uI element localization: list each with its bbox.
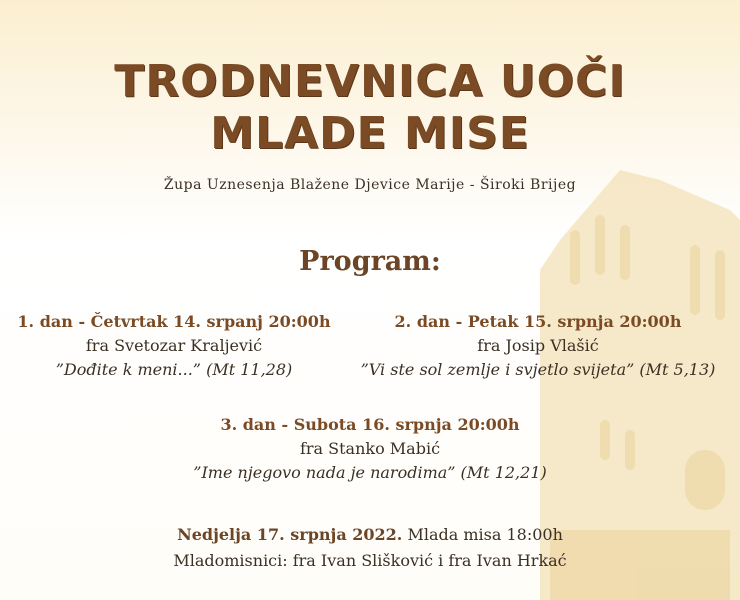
title-line-1: TRODNEVNICA UOČI (114, 56, 626, 107)
day-1-heading: 1. dan - Četvrtak 14. srpanj 20:00h (17, 312, 331, 331)
day-1-preacher: fra Svetozar Kraljević (85, 336, 263, 355)
parish-subtitle: Župa Uznesenja Blažene Djevice Marije - Široki Brijeg (163, 177, 577, 193)
day-3-preacher: fra Stanko Mabić (299, 439, 441, 458)
first-mass-block (120, 522, 620, 574)
first-mass-line (120, 522, 620, 548)
day-1-block (2, 310, 346, 382)
day-2-preacher: fra Josip Vlašić (477, 336, 599, 355)
day-2-quote: ”Vi ste sol zemlje i svjetlo svijeta” (Mt 5,13) (360, 360, 716, 379)
day-2-block (350, 310, 726, 382)
day-3-quote: ”Ime njegovo nada je narodima” (Mt 12,21) (193, 463, 547, 482)
program-heading: Program: (299, 246, 441, 277)
first-mass-event: Mlada misa 18:00h (407, 525, 563, 544)
day-3-heading: 3. dan - Subota 16. srpnja 20:00h (220, 415, 520, 434)
first-mass-date: Nedjelja 17. srpnja 2022. (177, 525, 403, 544)
day-1-quote: ”Dođite k meni...” (Mt 11,28) (55, 360, 293, 379)
day-2-heading: 2. dan - Petak 15. srpnja 20:00h (394, 312, 682, 331)
new-priests: Mladomisnici: fra Ivan Slišković i fra Ivan Hrkać (173, 551, 567, 570)
day-3-block (160, 413, 580, 485)
title-line-2: MLADE MISE (210, 108, 530, 159)
